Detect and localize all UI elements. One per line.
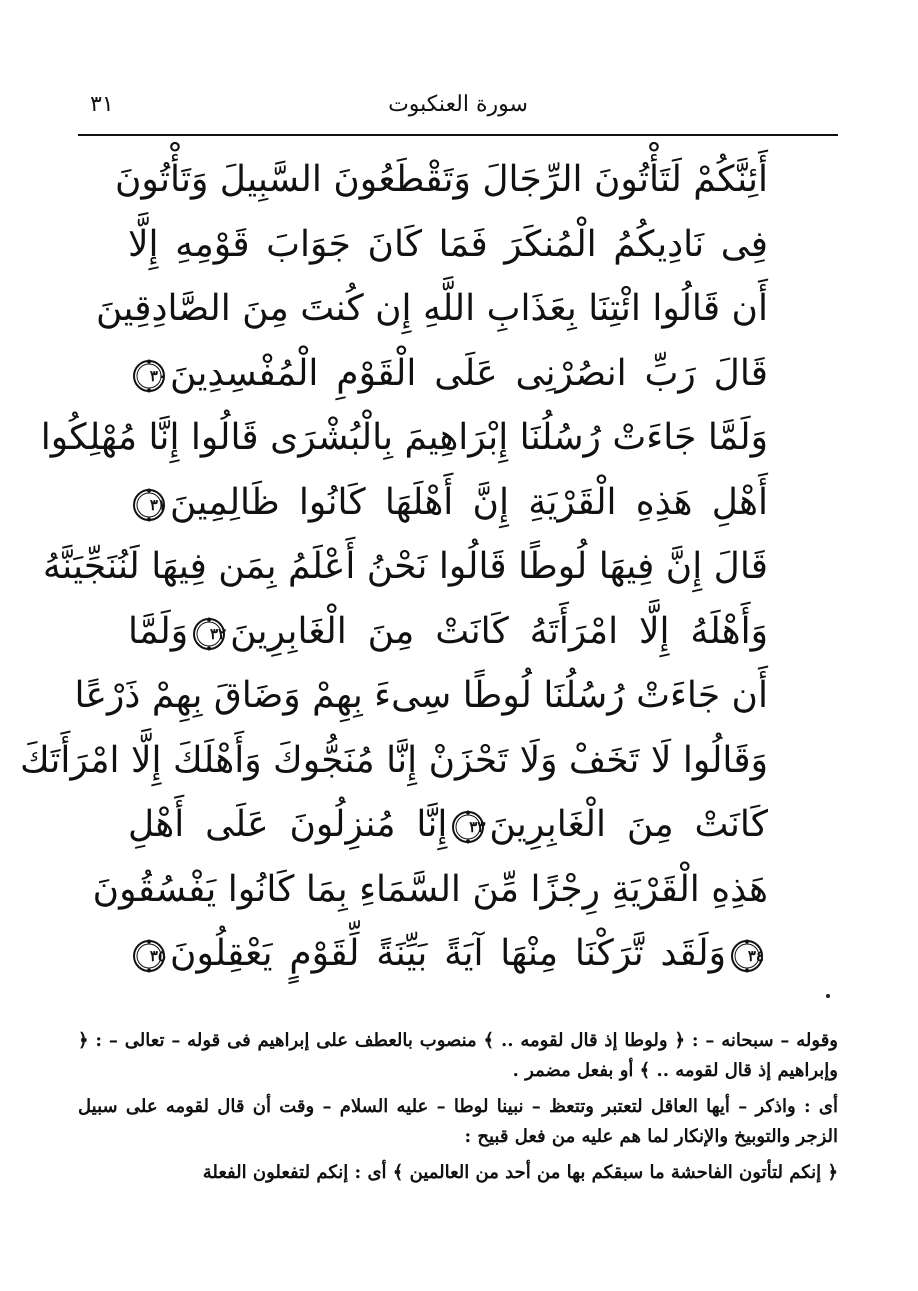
quran-line-text: قَالَ إِنَّ فِيهَا لُوطًا قَالُوا نَحْنُ أَعْلَمُ بِمَن فِيهَا لَنُنَجِّيَنَّهُ [42, 546, 768, 587]
surah-title: سورة العنكبوت [388, 92, 528, 117]
stray-dot [826, 994, 830, 998]
ayah-number: ٣٤ [747, 947, 764, 965]
quran-line-text: أَن قَالُوا ائْتِنَا بِعَذَابِ اللَّهِ إِن كُنتَ مِنَ الصَّادِقِينَ [96, 288, 768, 329]
ayah-number-marker [730, 939, 764, 973]
ayah-number: ٣٣ [469, 818, 486, 836]
quran-line [128, 793, 768, 858]
ayah-number-marker [192, 617, 226, 651]
quran-line-text: كَانَتْ مِنَ الْغَابِرِينَ [489, 804, 768, 845]
quran-line [128, 213, 768, 278]
quran-line-text: أَئِنَّكُمْ لَتَأْتُونَ الرِّجَالَ وَتَقْطَعُونَ السَّبِيلَ وَتَأْتُونَ [114, 159, 768, 200]
quran-line [128, 471, 768, 536]
commentary-paragraph: وقوله – سبحانه – : ﴿ ولوطا إذ قال لقومه .. ﴾ منصوب بالعطف على إبراهيم فى قوله – تعالى – : ﴿ وإبراهيم إذ قال لقومه .. ﴾ أو بفعل مضمر . [78, 1030, 838, 1081]
quran-line [96, 277, 768, 342]
ayah-number-marker [132, 488, 166, 522]
quran-line-text: وَقَالُوا لَا تَخَفْ وَلَا تَحْزَنْ إِنَّا مُنَجُّوكَ وَأَهْلَكَ إِلَّا امْرَأَتَكَ [20, 739, 768, 781]
commentary-paragraph: ﴿ إنكم لتأتون الفاحشة ما سبقكم بها من أحد من العالمين ﴾ أى : إنكم لتفعلون الفعلة [202, 1162, 838, 1183]
quran-line-text: هَذِهِ الْقَرْيَةِ رِجْزًا مِّنَ السَّمَاءِ بِمَا كَانُوا يَفْسُقُونَ [92, 868, 768, 910]
quran-line [128, 922, 768, 987]
quran-line-text: قَالَ رَبِّ انصُرْنِى عَلَى الْقَوْمِ الْمُفْسِدِينَ [170, 352, 768, 394]
ayah-number: ٣٢ [210, 624, 227, 643]
quran-text-block [20, 148, 768, 987]
commentary-block [78, 1026, 838, 1188]
commentary-paragraph: أى : واذكر – أيها العاقل لتعتبر وتتعظ – نبينا لوطا – عليه السلام – وقت أن قال لقومه على سبيل الزجر والتوبيخ والإنكار لما هم عليه من فعل قبيح : [78, 1096, 838, 1147]
quran-line [128, 600, 768, 665]
ayah-number: ٣٠ [149, 366, 166, 385]
quran-line [20, 729, 768, 794]
quran-line [74, 664, 768, 729]
ayah-number: ٣١ [149, 495, 166, 514]
ayah-number-marker [132, 359, 166, 393]
quran-line-text: وَلَقَد تَّرَكْنَا مِنْهَا آيَةً بَيِّنَةً لِّقَوْمٍ يَعْقِلُونَ [170, 933, 726, 974]
quran-line-text: وَلَمَّا جَاءَتْ رُسُلُنَا إِبْرَاهِيمَ بِالْبُشْرَى قَالُوا إِنَّا مُهْلِكُوا [40, 417, 768, 458]
quran-line-continuation: وَلَمَّا [128, 610, 189, 652]
ayah-number-marker [132, 939, 166, 973]
quran-line [42, 535, 768, 600]
quran-line-continuation: إِنَّا مُنزِلُونَ عَلَى أَهْلِ [128, 804, 448, 845]
page-header [78, 86, 838, 126]
quran-line-text: أَهْلِ هَذِهِ الْقَرْيَةِ إِنَّ أَهْلَهَا كَانُوا ظَالِمِينَ [170, 481, 768, 523]
ayah-number-marker [451, 810, 485, 844]
quran-line-text: أَن جَاءَتْ رُسُلُنَا لُوطًا سِىءَ بِهِمْ وَضَاقَ بِهِمْ ذَرْعًا [74, 675, 768, 716]
quran-line [128, 342, 768, 407]
quran-line [40, 406, 768, 471]
quran-line-text: وَأَهْلَهُ إِلَّا امْرَأَتَهُ كَانَتْ مِنَ الْغَابِرِينَ [230, 610, 768, 652]
header-divider [78, 134, 838, 136]
page-number: ٣١ [90, 92, 114, 117]
quran-line [114, 148, 768, 213]
quran-line [92, 858, 768, 923]
quran-line-text: فِى نَادِيكُمُ الْمُنكَرَ فَمَا كَانَ جَوَابَ قَوْمِهِ إِلَّا [128, 223, 768, 265]
ayah-number: ٣٥ [149, 947, 166, 965]
